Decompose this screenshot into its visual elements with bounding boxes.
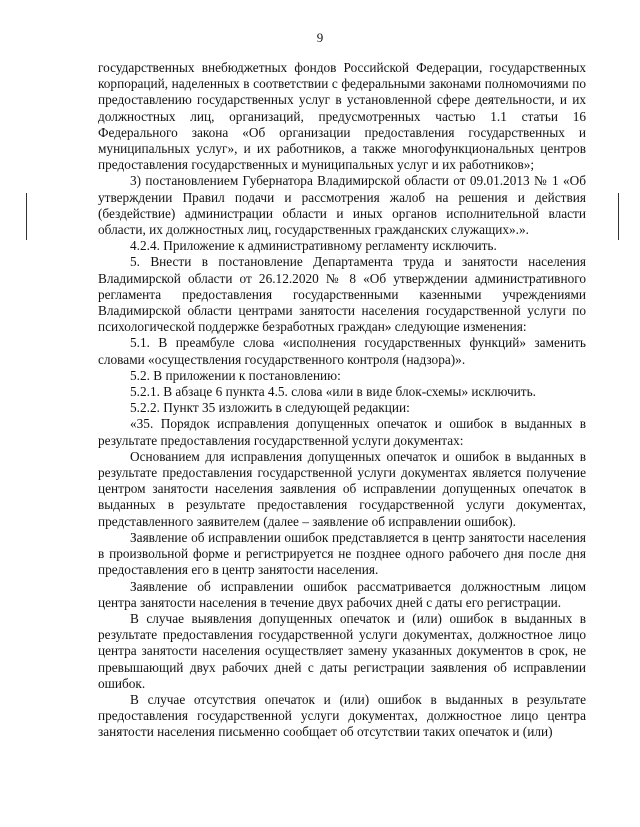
paragraph: 5.2.1. В абзаце 6 пункта 4.5. слова «или в виде блок-схемы» исключить. xyxy=(130,384,536,400)
paragraph: В случае отсутствия опечаток и (или) ошибок в выданных в результате предоставления государственной услуги документах, должностное лицо центра занятости населения письменно сообщает об отсутствии таких опечаток и (или) xyxy=(98,691,586,740)
page-number: 9 xyxy=(316,30,324,45)
paragraph: «35. Порядок исправления допущенных опечаток и ошибок в выданных в результате предоставления государственной услуги документах: xyxy=(98,416,586,448)
margin-mark-left xyxy=(26,193,27,240)
document-body xyxy=(98,60,586,741)
paragraph: 3) постановлением Губернатора Владимирской области от 09.01.2013 № 1 «Об утверждении Правил подачи и рассмотрения жалоб на решения и действия (бездействие) администрации области и иных органов исполнительной власти области, их должностных лиц, государственных гражданских служащих».». xyxy=(98,173,586,238)
paragraph: государственных внебюджетных фондов Российской Федерации, государственных корпораций, наделенных в соответствии с федеральными законами полномочиями по предоставлению государственных услуг в установленной сфере деятельности, и их должностных лиц, организаций, предусмотренных частью 1.1 статьи 16 Федерального закона «Об организации предоставления государственных и муниципальных услуг», и их работников, а также многофункциональных центров предоставления государственных и муниципальных услуг и их работников»; xyxy=(98,60,586,173)
paragraph: 5. Внести в постановление Департамента труда и занятости населения Владимирской области от 26.12.2020 № 8 «Об утверждении административного регламента предоставления государственными казенными учреждениями Владимирской области центрами занятости населения государственной услуги по психологической поддержке безработных граждан» следующие изменения: xyxy=(98,254,586,335)
margin-mark-right xyxy=(618,193,619,240)
paragraph: В случае выявления допущенных опечаток и (или) ошибок в выданных в результате предоставления государственной услуги документах, должностное лицо центра занятости населения осуществляет замену указанных документов в срок, не превышающий двух рабочих дней с даты регистрации заявления об исправлении ошибок. xyxy=(98,610,586,691)
paragraph: Заявление об исправлении ошибок представляется в центр занятости населения в произвольной форме и регистрируется не позднее одного рабочего дня после дня предоставления его в центр занятости населения. xyxy=(98,529,586,578)
paragraph: 4.2.4. Приложение к административному регламенту исключить. xyxy=(130,238,497,254)
paragraph: 5.2.2. Пункт 35 изложить в следующей редакции: xyxy=(130,400,410,416)
paragraph: 5.2. В приложении к постановлению: xyxy=(130,367,341,383)
paragraph: Заявление об исправлении ошибок рассматривается должностным лицом центра занятости населения в течение двух рабочих дней с даты его регистрации. xyxy=(98,578,586,610)
paragraph: 5.1. В преамбуле слова «исполнения государственных функций» заменить словами «осуществления государственного контроля (надзора)». xyxy=(98,335,586,367)
paragraph: Основанием для исправления допущенных опечаток и ошибок в выданных в результате предоставления государственной услуги документах является получение центром занятости населения заявления об исправлении допущенных опечаток в выданных в результате предоставления государственной услуги документах, представленного заявителем (далее – заявление об исправлении ошибок). xyxy=(98,448,586,529)
